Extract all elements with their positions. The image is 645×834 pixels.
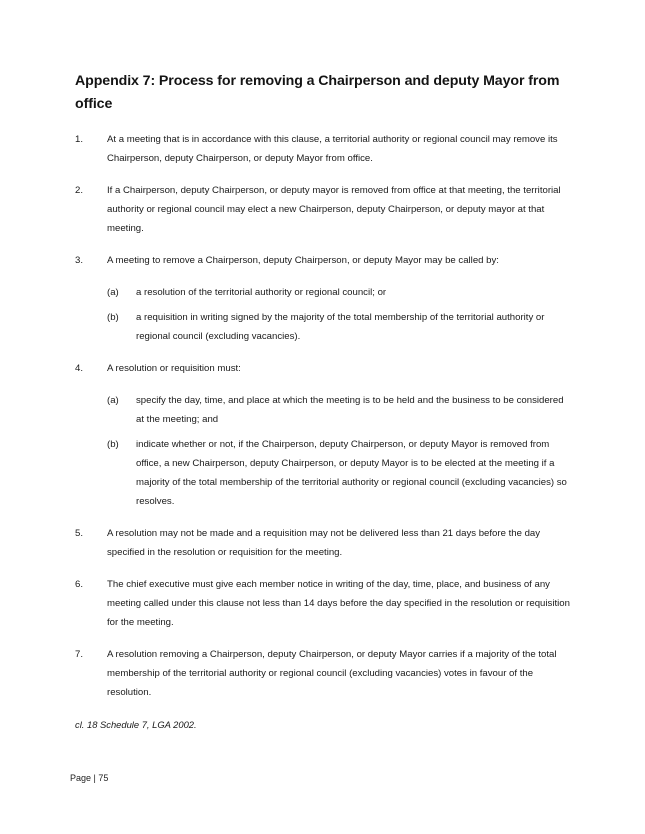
subclause-text: specify the day, time, and place at which the meeting is to be held and the business to be considered at the meeting; and bbox=[136, 395, 564, 425]
clause-marker: 3. bbox=[75, 255, 84, 266]
clause-item bbox=[75, 251, 570, 270]
clause-item bbox=[75, 181, 570, 238]
subclause-text: a requisition in writing signed by the majority of the total membership of the territorial authority or regional council (excluding vacancies). bbox=[136, 312, 545, 342]
subclause-text: a resolution of the territorial authority or regional council; or bbox=[136, 287, 387, 298]
clause-text: At a meeting that is in accordance with this clause, a territorial authority or regional council may remove its Chairperson, deputy Chairperson, or deputy Mayor from office. bbox=[107, 134, 558, 164]
legal-citation: cl. 18 Schedule 7, LGA 2002. bbox=[75, 719, 197, 730]
clause-marker: 1. bbox=[75, 134, 84, 145]
clause-text: A resolution removing a Chairperson, deputy Chairperson, or deputy Mayor carries if a majority of the total membership of the territorial authority or regional council (excluding vacancies) votes in favour of the resolution. bbox=[107, 649, 557, 698]
clause-item bbox=[75, 645, 570, 702]
subclause-marker: (b) bbox=[107, 312, 119, 323]
subclause-text: indicate whether or not, if the Chairperson, deputy Chairperson, or deputy Mayor is removed from office, a new Chairperson, deputy Chairperson, or deputy Mayor is to be elected at the meeting if a majority of the total membership of the territorial authority or regional council (excluding vacancies) so resolves. bbox=[136, 439, 567, 507]
clause-text: If a Chairperson, deputy Chairperson, or deputy mayor is removed from office at that meeting, the territorial authority or regional council may elect a new Chairperson, deputy Chairperson, or deputy mayor at that meeting. bbox=[107, 185, 561, 234]
clause-text: A resolution or requisition must: bbox=[107, 363, 241, 374]
page-footer: Page | 75 bbox=[70, 773, 109, 783]
clause-marker: 7. bbox=[75, 649, 84, 660]
clause-marker: 2. bbox=[75, 185, 84, 196]
subclause-item bbox=[75, 435, 570, 511]
subclause-marker: (a) bbox=[107, 395, 119, 406]
clause-list bbox=[75, 130, 570, 702]
subclause-marker: (b) bbox=[107, 439, 119, 450]
clause-text: A resolution may not be made and a requisition may not be delivered less than 21 days before the day specified in the resolution or requisition for the meeting. bbox=[107, 528, 541, 558]
clause-item bbox=[75, 359, 570, 378]
subclause-item bbox=[75, 308, 570, 346]
document-body bbox=[75, 70, 570, 734]
clause-marker: 6. bbox=[75, 579, 84, 590]
subclause-item bbox=[75, 283, 570, 302]
clause-text: The chief executive must give each member notice in writing of the day, time, place, and business of any meeting called under this clause not less than 14 days before the day specified in the resolution or requisition for the meeting. bbox=[107, 579, 570, 628]
clause-item bbox=[75, 130, 570, 168]
clause-marker: 4. bbox=[75, 363, 84, 374]
subclause-item bbox=[75, 391, 570, 429]
subclause-marker: (a) bbox=[107, 287, 119, 298]
clause-item bbox=[75, 524, 570, 562]
clause-marker: 5. bbox=[75, 528, 84, 539]
page-title: Appendix 7: Process for removing a Chairperson and deputy Mayor from office bbox=[75, 73, 560, 112]
clause-item bbox=[75, 575, 570, 632]
clause-text: A meeting to remove a Chairperson, deputy Chairperson, or deputy Mayor may be called by: bbox=[107, 255, 499, 266]
